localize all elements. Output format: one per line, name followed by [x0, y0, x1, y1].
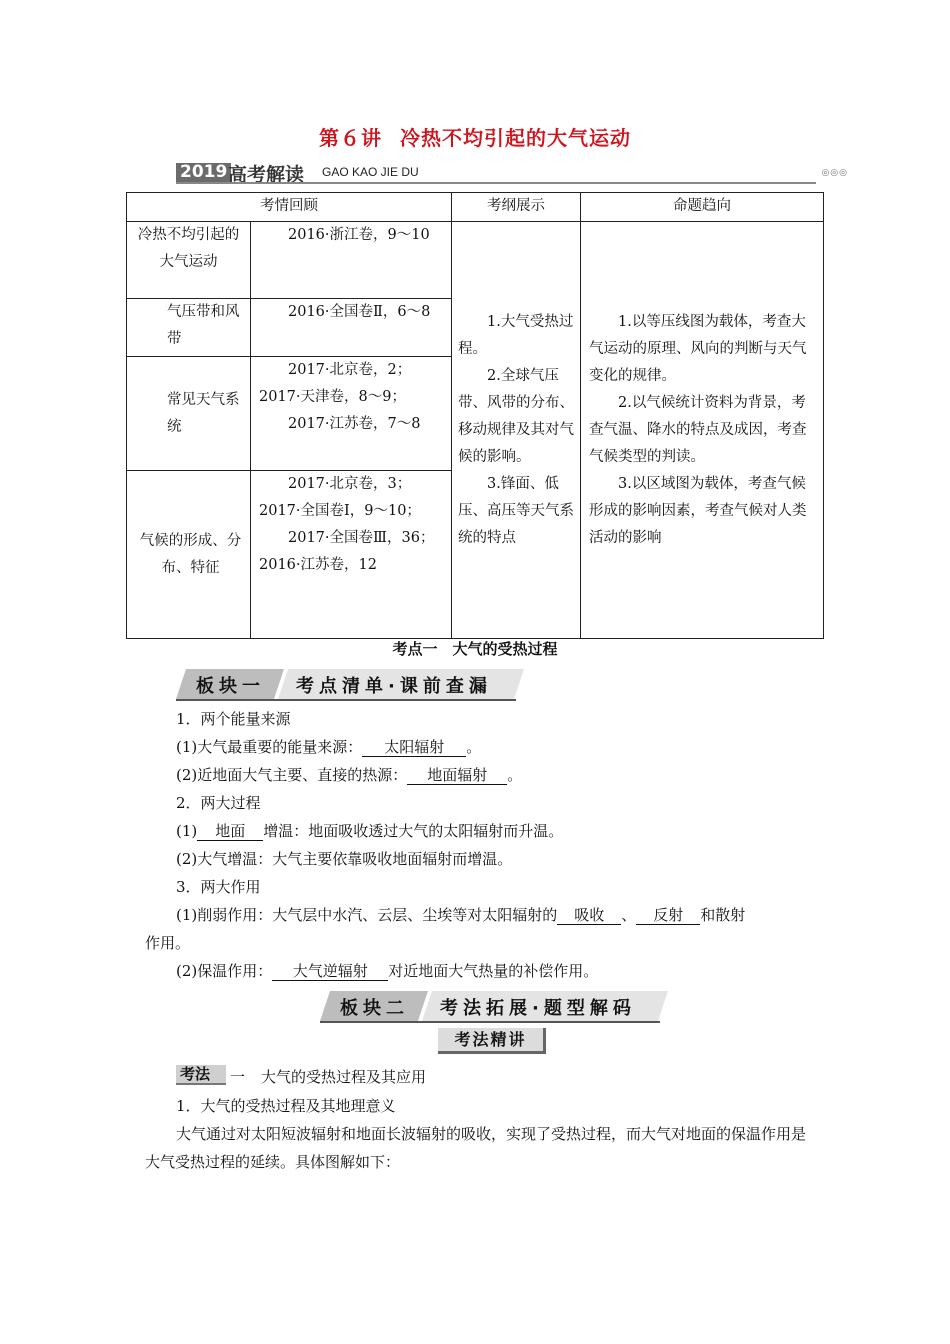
banner-ornament: ◎◎◎ — [821, 168, 848, 178]
checklist-line: (2)近地面大气主要、直接的热源： 地面辐射 。 — [176, 766, 523, 784]
answer-blank: 地面 — [197, 822, 263, 841]
checklist-line: 作用。 — [145, 934, 191, 952]
method-tag: 考法 — [176, 1065, 226, 1085]
topic-cell: 气压带和风带 — [127, 299, 251, 357]
exam-overview-table — [126, 192, 824, 639]
topic-cell: 气候的形成、分布、特征 — [127, 471, 251, 639]
table-header-row — [127, 193, 824, 222]
checklist-heading-3: 3．两大作用 — [176, 878, 261, 896]
banner-rule — [176, 182, 816, 184]
page-title — [0, 122, 950, 151]
answer-blank: 反射 — [636, 906, 700, 925]
checklist-line: (1) 地面 增温：地面吸收透过大气的太阳辐射而升温。 — [176, 822, 564, 840]
syllabus-cell: 1.大气受热过程。 2.全球气压带、风带的分布、移动规律及其对气候的影响。 3.锋面、低压、高压等天气系统的特点 — [452, 222, 581, 639]
header-review: 考情回顾 — [127, 193, 452, 222]
module2-title: 考法拓展·题型解码 — [440, 998, 636, 1019]
checklist-line: (1)大气最重要的能量来源： 太阳辐射 。 — [176, 738, 482, 756]
banner-label: 高考解读 — [228, 164, 305, 186]
module2-label: 板块二 — [340, 998, 409, 1019]
checklist-line: (2)大气增温：大气主要依靠吸收地面辐射而增温。 — [176, 850, 513, 868]
refs-cell: 2017·北京卷，2；2017·天津卷，8～9； 2017·江苏卷，7～8 — [251, 357, 452, 471]
section-body: 大气通过对太阳短波辐射和地面长波辐射的吸收，实现了受热过程，而大气对地面的保温作用是大气受热过程的延续。具体图解如下： — [145, 1125, 807, 1171]
checklist-line: (2)保温作用： 大气逆辐射 对近地面大气热量的补偿作用。 — [176, 962, 599, 980]
refs-cell: 2017·北京卷，3；2017·全国卷Ⅰ，9～10； 2017·全国卷Ⅲ，36；2016·江苏卷，12 — [251, 471, 452, 639]
lecture-number: 第６讲 — [319, 126, 382, 150]
topic-cell: 冷热不均引起的大气运动 — [127, 222, 251, 299]
module2-banner — [320, 989, 670, 1023]
refs-cell: 2016·全国卷Ⅱ，6～8 — [251, 299, 452, 357]
topic-cell: 常见天气系统 — [127, 357, 251, 471]
trend-cell: 1.以等压线图为载体，考查大气运动的原理、风向的判断与天气变化的规律。 2.以气候统计资料为背景，考查气温、降水的特点及成因，考查气候类型的判读。 3.以区域图为载体，考查气候形成的影响因素，考查气候对人类活动的影响 — [581, 222, 824, 639]
kaodian-heading: 考点一 大气的受热过程 — [392, 640, 558, 658]
lecture-title: 冷热不均引起的大气运动 — [400, 126, 631, 150]
banner-pinyin: GAO KAO JIE DU — [322, 165, 419, 179]
gaokao-banner — [176, 160, 848, 184]
header-syllabus: 考纲展示 — [452, 193, 581, 222]
answer-blank: 吸收 — [557, 906, 621, 925]
checklist-line: (1)削弱作用：大气层中水汽、云层、尘埃等对太阳辐射的 吸收 、 反射 和散射 — [176, 906, 746, 924]
method-number: 一 — [230, 1068, 246, 1086]
answer-blank: 大气逆辐射 — [272, 962, 388, 981]
module1-banner — [176, 667, 526, 701]
answer-blank: 太阳辐射 — [362, 738, 466, 757]
method-heading — [230, 1066, 426, 1087]
refs-cell: 2016·浙江卷，9～10 — [251, 222, 452, 299]
sub-banner: 考法精讲 — [438, 1028, 546, 1054]
section-heading: 1．大气的受热过程及其地理意义 — [176, 1097, 396, 1115]
answer-blank: 地面辐射 — [407, 766, 507, 785]
header-trend: 命题趋向 — [581, 193, 824, 222]
checklist-heading-2: 2．两大过程 — [176, 794, 261, 812]
module1-label: 板块一 — [196, 676, 265, 697]
checklist-heading-1: 1．两个能量来源 — [176, 710, 291, 728]
method-title: 大气的受热过程及其应用 — [261, 1068, 427, 1086]
module1-title: 考点清单·课前查漏 — [296, 676, 492, 697]
table-row — [127, 222, 824, 299]
banner-year: 2019 — [176, 163, 231, 182]
